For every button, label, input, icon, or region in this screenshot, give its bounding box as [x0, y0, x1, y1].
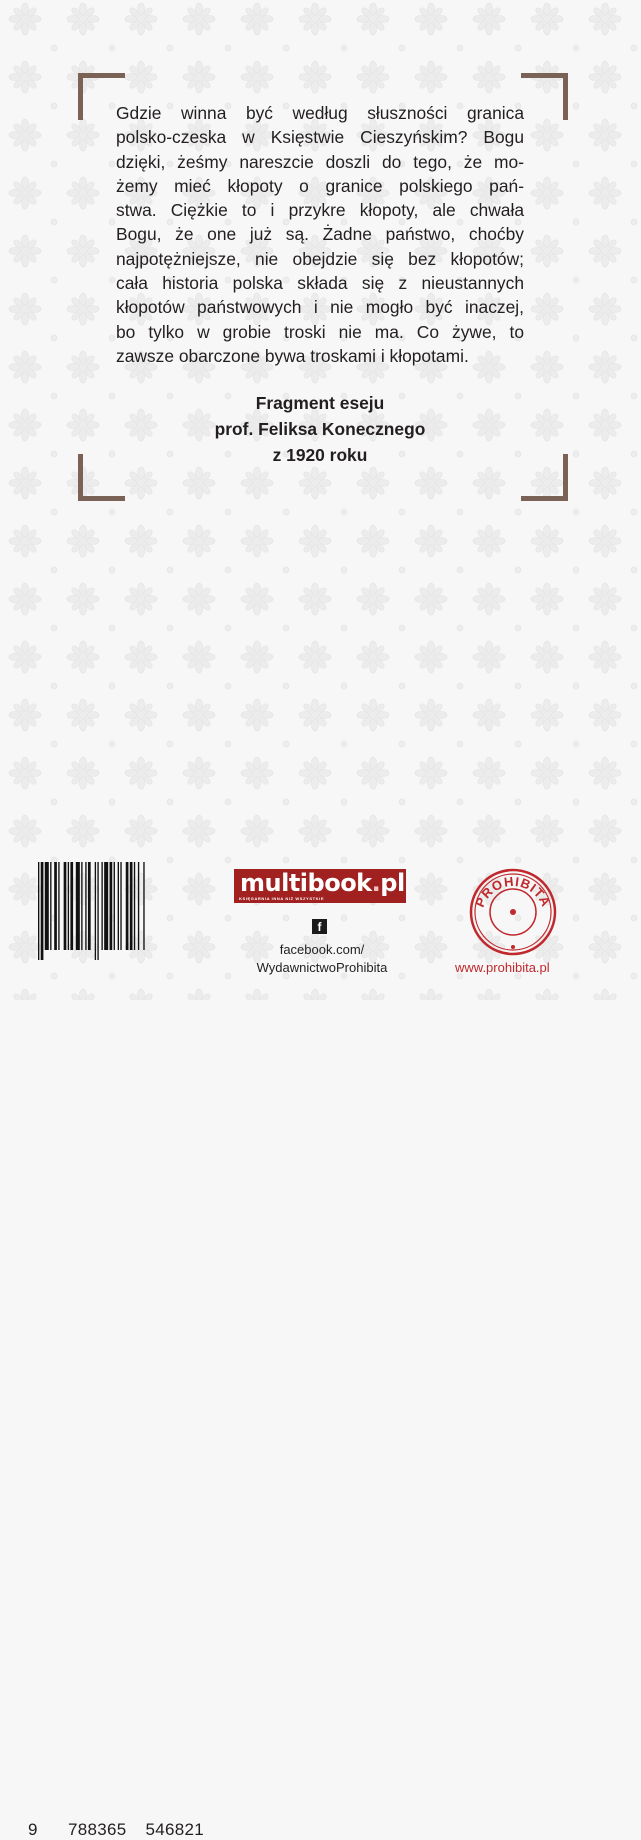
barcode-bar — [118, 862, 119, 950]
attribution — [116, 390, 524, 468]
isbn-group-1: 788365 — [68, 1820, 127, 1839]
prohibita-website-link[interactable]: www.prohibita.pl — [455, 960, 550, 975]
multibook-name: multibook — [240, 869, 372, 897]
barcode-bar — [58, 862, 59, 950]
frame-corner-bottom-right — [521, 454, 568, 501]
quote-line: kłopotów państwowych i nie mogło być inaczej, — [116, 297, 524, 318]
barcode-bar — [134, 862, 135, 950]
barcode-bar — [41, 862, 44, 960]
barcode-bar — [101, 862, 102, 950]
barcode-bar — [81, 862, 82, 950]
barcode-bar — [68, 862, 69, 950]
isbn-group-2: 546821 — [145, 1820, 205, 1839]
barcode-bar — [50, 862, 51, 950]
barcode-bar — [143, 862, 144, 950]
barcode-bar — [54, 862, 57, 950]
attribution-line-2: prof. Feliksa Konecznego — [214, 419, 426, 439]
multibook-logo[interactable] — [234, 869, 406, 903]
barcode-bar — [104, 862, 108, 950]
barcode-bar — [85, 862, 86, 950]
facebook-line-2: WydawnictwoProhibita — [256, 960, 388, 975]
prohibita-stamp-text: PROHIBITA — [472, 873, 554, 910]
isbn-digits — [68, 1820, 223, 1840]
multibook-tagline: KSIĘGARNIA INNA NIŻ WSZYSTKIE — [239, 896, 325, 901]
frame-corner-top-right — [521, 73, 568, 120]
facebook-link[interactable] — [224, 941, 420, 977]
barcode-bar — [95, 862, 96, 960]
barcode-bar — [64, 862, 67, 950]
barcode-bar — [38, 862, 39, 960]
svg-text:PROHIBITA — [472, 874, 554, 910]
barcode-bar — [76, 862, 80, 950]
barcode-bar — [130, 862, 133, 950]
quote-line: Bogu, że one już są. Żadne państwo, choćby — [116, 224, 524, 245]
quote-line: dzięki, żeśmy nareszcie doszli do tego, że mo- — [116, 151, 524, 172]
barcode-bar — [110, 862, 113, 950]
quote-line: najpotężniejsze, nie obejdzie się bez kłopotów; — [116, 248, 524, 269]
quote-line: żemy mieć kłopoty o granice polskiego pań- — [116, 175, 524, 196]
isbn-barcode — [28, 862, 205, 1839]
isbn-first-digit: 9 — [28, 1820, 38, 1839]
barcode-bar — [97, 862, 98, 960]
barcode-bar — [88, 862, 91, 950]
multibook-wordmark — [240, 869, 405, 897]
facebook-icon[interactable]: f — [312, 919, 327, 934]
quote-line: stwa. Ciężkie to i przykre kłopoty, ale chwała — [116, 200, 524, 221]
barcode-bar — [114, 862, 115, 950]
barcode-bar — [45, 862, 49, 950]
multibook-dot: . — [371, 869, 381, 897]
attribution-line-1: Fragment eseju — [255, 393, 385, 413]
barcode-bar — [126, 862, 129, 950]
quote-line: Gdzie winna być według słuszności granica — [116, 103, 524, 123]
quote-line: cała historia polska składa się z nieustannych — [116, 273, 524, 294]
quote-paragraph — [116, 101, 524, 368]
quote-line: zawsze obarczone bywa troskami i kłopotami. — [116, 345, 469, 366]
attribution-line-3: z 1920 roku — [272, 445, 368, 465]
quote-line: polsko-czeska w Księstwie Cieszyńskim? Bogu — [116, 127, 524, 148]
facebook-line-1: facebook.com/ — [279, 942, 365, 957]
barcode-bar — [70, 862, 73, 950]
quote-line: bo tylko w grobie troski nie ma. Co żywe, to — [116, 321, 524, 342]
barcode-bar — [120, 862, 121, 950]
barcode-bar — [138, 862, 139, 950]
prohibita-stamp-logo — [468, 867, 558, 957]
multibook-tld: pl — [380, 869, 405, 897]
barcode-bars — [38, 862, 184, 960]
